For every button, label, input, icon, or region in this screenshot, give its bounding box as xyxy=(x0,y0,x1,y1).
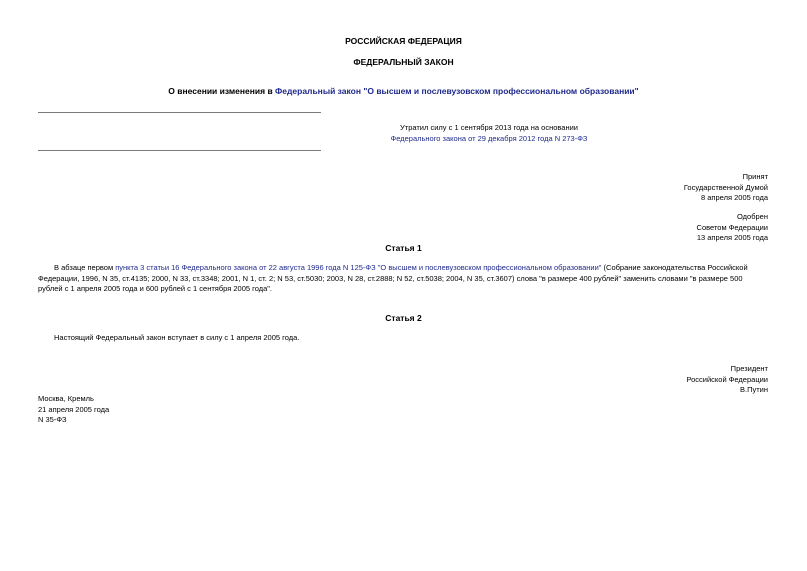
status-top-rule xyxy=(38,112,321,113)
status-line: Утратил силу с 1 сентября 2013 года на основании xyxy=(400,123,578,132)
signature-block xyxy=(686,364,768,396)
approved-label: Одобрен xyxy=(737,212,768,221)
footer-number: N 35-ФЗ xyxy=(38,415,67,424)
signature-position: Президент xyxy=(730,364,768,373)
country-heading: РОССИЙСКАЯ ФЕДЕРАЦИЯ xyxy=(345,36,462,46)
approved-block xyxy=(697,212,768,244)
article-1-law-link[interactable]: пункта 3 статьи 16 Федерального закона от 22 августа 1996 года N 125-ФЗ "О высшем и послевузовском профессиональном образовании" xyxy=(115,263,602,272)
status-note xyxy=(230,123,748,144)
article-1-heading: Статья 1 xyxy=(385,243,422,253)
approved-by: Советом Федерации xyxy=(696,222,768,232)
title-law-link[interactable]: Федеральный закон "О высшем и послевузовском профессиональном образовании" xyxy=(275,86,639,96)
accepted-by: Государственной Думой xyxy=(683,182,768,192)
approved-date: 13 апреля 2005 года xyxy=(696,233,768,242)
title-prefix: О внесении изменения в xyxy=(168,86,276,96)
footer-place: Москва, Кремль xyxy=(38,394,94,403)
repeal-law-link[interactable]: Федерального закона от 29 декабря 2012 года N 273-ФЗ xyxy=(390,133,588,143)
accepted-date: 8 апреля 2005 года xyxy=(701,193,768,202)
footer-block xyxy=(38,394,109,426)
accepted-label: Принят xyxy=(742,172,768,181)
document-type-heading: ФЕДЕРАЛЬНЫЙ ЗАКОН xyxy=(353,57,454,67)
status-bottom-rule xyxy=(38,150,321,151)
signature-name: В.Путин xyxy=(740,385,768,394)
document-title xyxy=(0,86,807,97)
signature-country: Российской Федерации xyxy=(686,374,768,384)
article-1-text-before: В абзаце первом xyxy=(54,263,116,272)
article-1-text-after: (Собрание законодательства Российской Федерации, 1996, N 35, ст.4135; 2000, N 33, ст.3348; 2001, N 1, ст. 2; N 53, ст.5030; 2003, N 28, ст.2888; N 52, ст.5038; 2004, N 35, ст.3607) слова "в размере 400 рублей" заменить словами "в размере 500 рублей с 1 апреля 2005 года и 600 рублей с 1 сентября 2005 года". xyxy=(38,263,748,293)
accepted-block xyxy=(684,172,768,204)
footer-date: 21 апреля 2005 года xyxy=(38,404,110,414)
article-2-heading: Статья 2 xyxy=(385,313,422,323)
article-1-text xyxy=(38,263,769,295)
article-2-text: Настоящий Федеральный закон вступает в силу с 1 апреля 2005 года. xyxy=(54,333,300,342)
